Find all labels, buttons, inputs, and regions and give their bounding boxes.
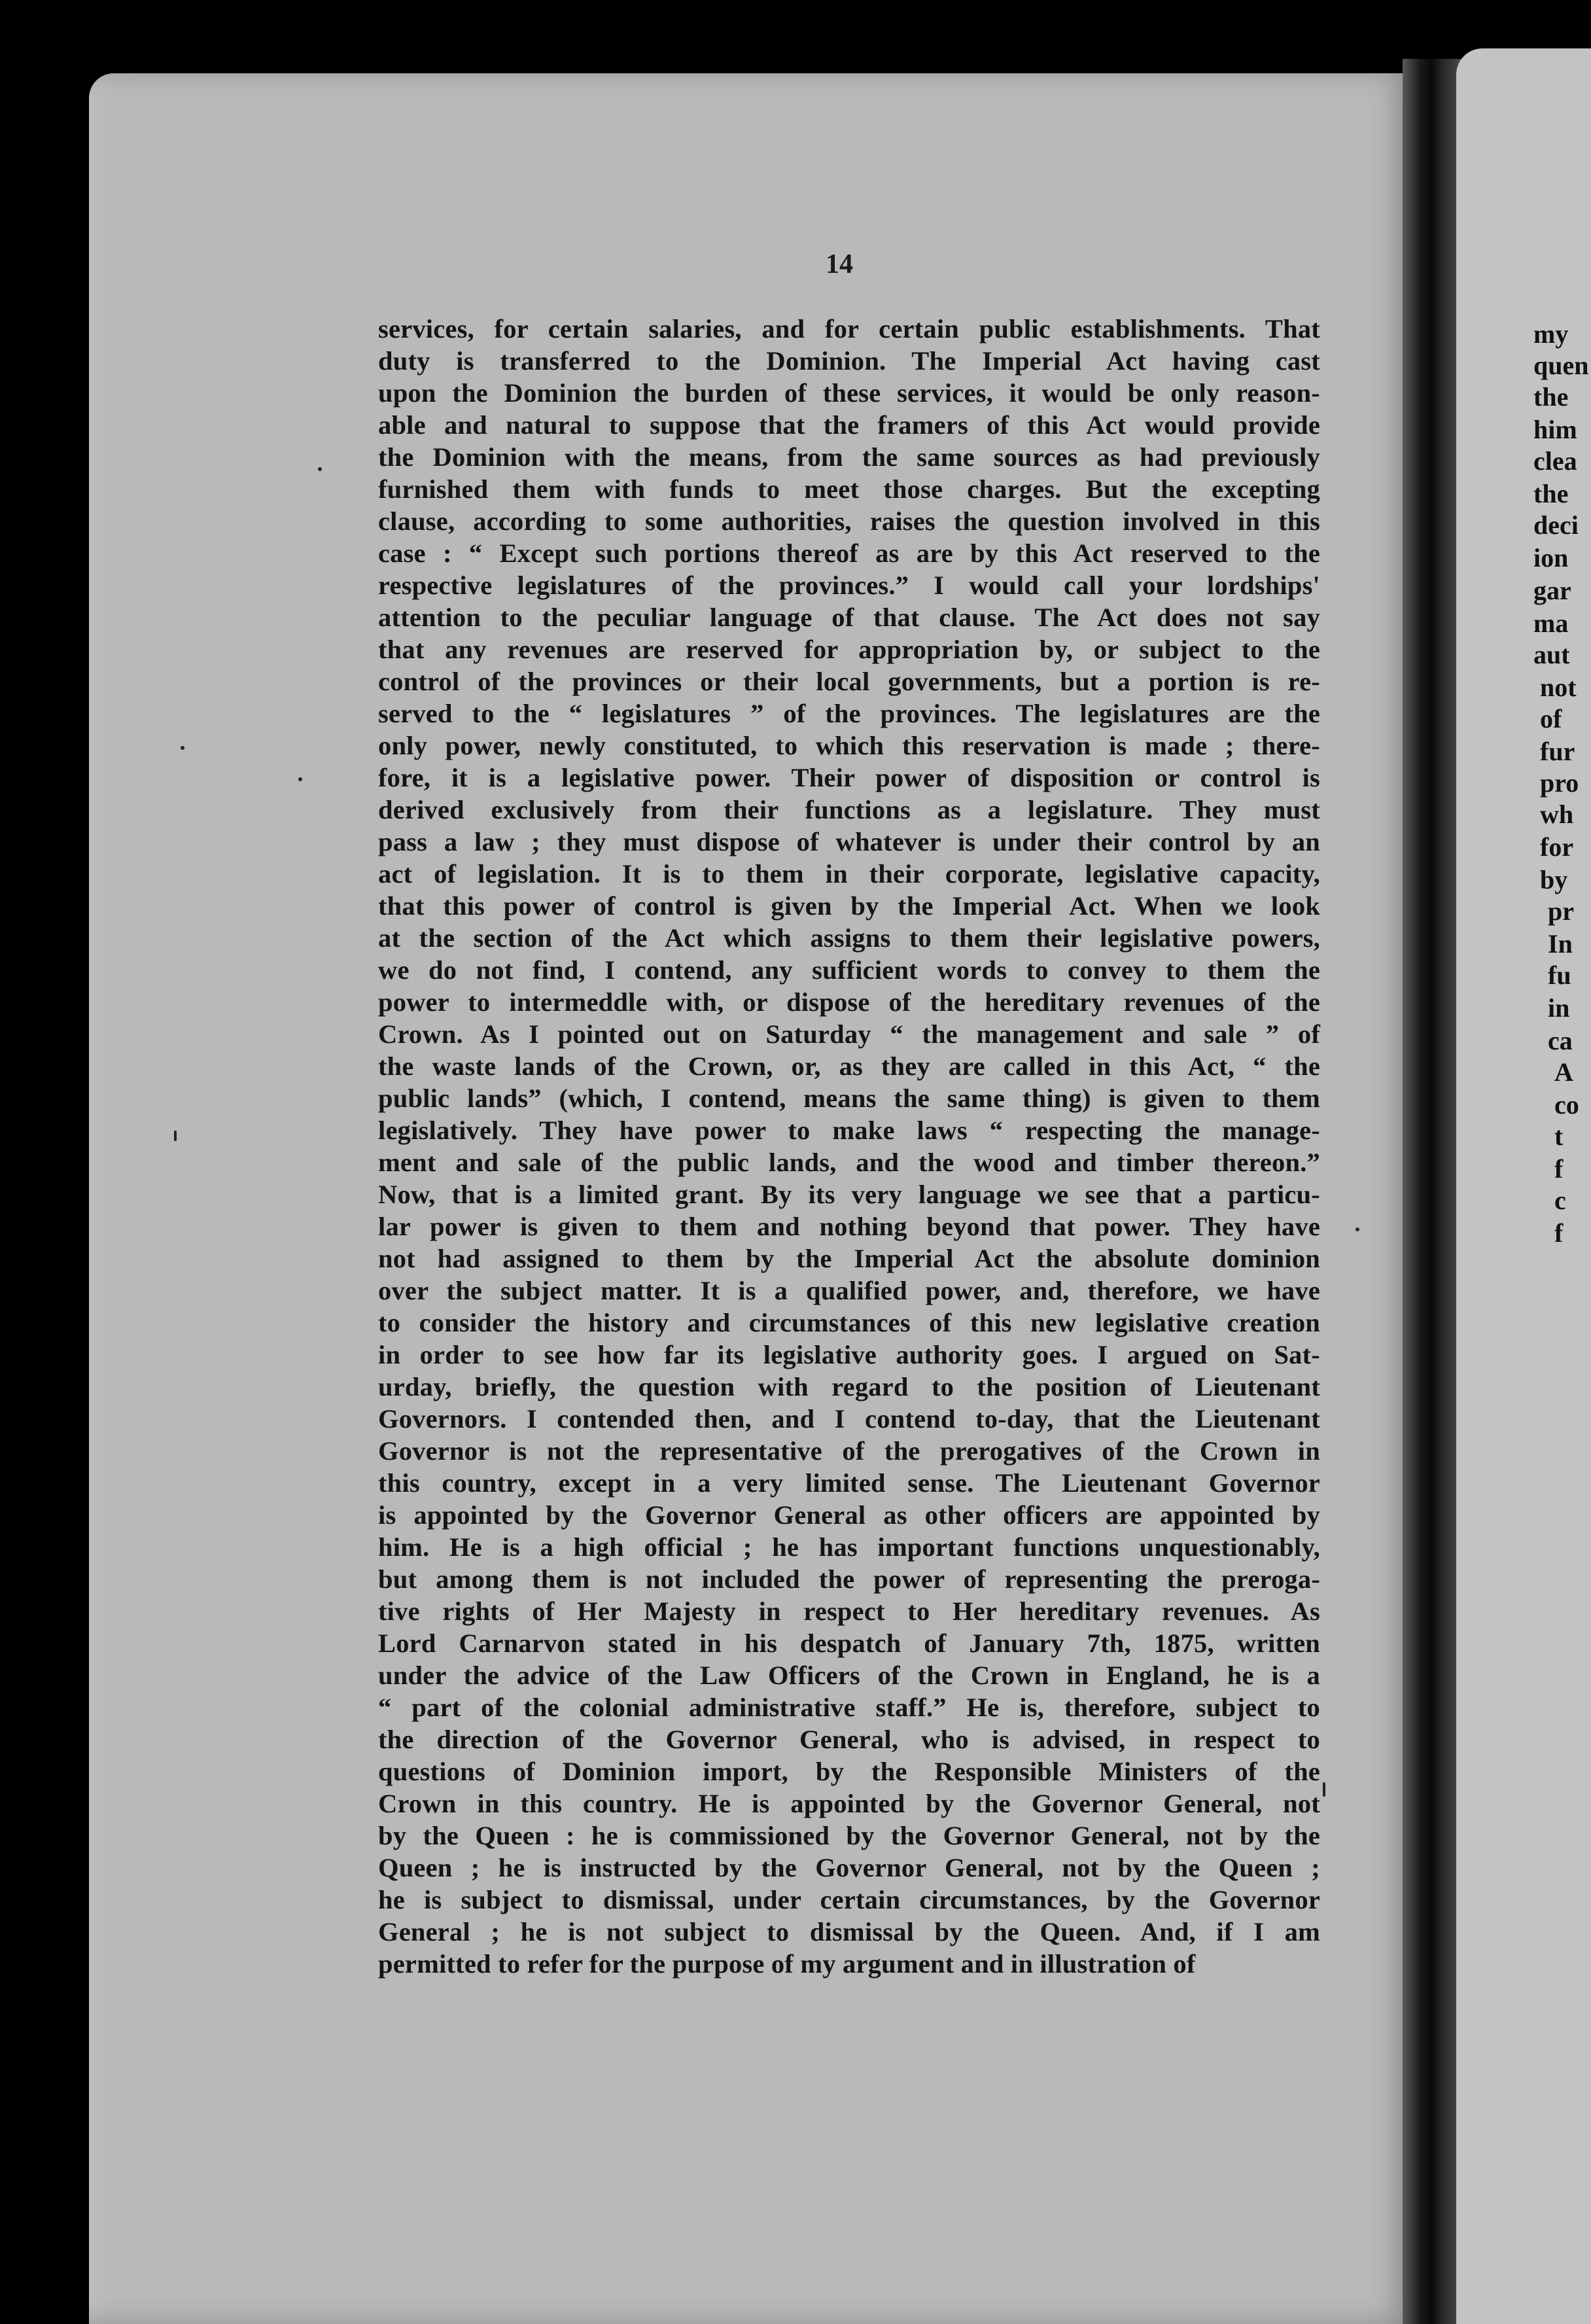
text-line: in order to see how far its legislative authority goes. I argued on Sat- xyxy=(378,1340,1320,1369)
text-line: under the advice of the Law Officers of the Crown in England, he is a xyxy=(378,1661,1320,1690)
text-line: the direction of the Governor General, who is advised, in respect to xyxy=(378,1725,1320,1754)
text-line: upon the Dominion the burden of these services, it would be only reason- xyxy=(378,378,1320,408)
text-line: over the subject matter. It is a qualified power, and, therefore, we have xyxy=(378,1276,1320,1305)
facing-page-fragment: c xyxy=(1554,1186,1566,1215)
text-line: power to intermeddle with, or dispose of the hereditary revenues of the xyxy=(378,987,1320,1017)
text-line: is appointed by the Governor General as other officers are appointed by xyxy=(378,1500,1320,1530)
scan-speck xyxy=(181,746,184,750)
facing-page-fragment: ma xyxy=(1533,608,1569,638)
text-line: respective legislatures of the provinces.” I would call your lordships' xyxy=(378,571,1320,600)
facing-page-fragment: ion xyxy=(1533,543,1569,572)
facing-page-fragment: co xyxy=(1554,1090,1579,1119)
text-line: urday, briefly, the question with regard to the position of Lieutenant xyxy=(378,1372,1320,1401)
text-line: Crown. As I pointed out on Saturday “ the management and sale ” of xyxy=(378,1019,1320,1049)
facing-page-fragment: A xyxy=(1554,1057,1573,1087)
text-line: he is subject to dismissal, under certain circumstances, by the Governor xyxy=(378,1885,1320,1914)
text-line: the Dominion with the means, from the same sources as had previously xyxy=(378,442,1320,472)
text-line: Governor is not the representative of the prerogatives of the Crown in xyxy=(378,1436,1320,1466)
text-line: pass a law ; they must dispose of whatever is under their control by an xyxy=(378,827,1320,856)
text-line: tive rights of Her Majesty in respect to Her hereditary revenues. As xyxy=(378,1596,1320,1626)
scan-speck xyxy=(174,1131,177,1141)
facing-page-fragment: quen xyxy=(1533,351,1589,380)
text-line: duty is transferred to the Dominion. The Imperial Act having cast xyxy=(378,346,1320,376)
text-line: General ; he is not subject to dismissal by the Queen. And, if I am xyxy=(378,1917,1320,1946)
text-line: ment and sale of the public lands, and the wood and timber thereon.” xyxy=(378,1148,1320,1177)
page-number: 14 xyxy=(826,249,853,279)
text-line: to consider the history and circumstances of this new legislative creation xyxy=(378,1308,1320,1337)
facing-page-fragment: not xyxy=(1540,673,1577,702)
text-line: Governors. I contended then, and I contend to-day, that the Lieutenant xyxy=(378,1404,1320,1434)
facing-page-fragment: fur xyxy=(1540,737,1575,766)
text-line: questions of Dominion import, by the Responsible Ministers of the xyxy=(378,1757,1320,1786)
facing-page-fragment: deci xyxy=(1533,510,1579,540)
facing-page-fragment: f xyxy=(1554,1154,1564,1184)
text-line: by the Queen : he is commissioned by the Governor General, not by the xyxy=(378,1821,1320,1850)
text-line: Lord Carnarvon stated in his despatch of January 7th, 1875, written xyxy=(378,1629,1320,1658)
text-line: case : “ Except such portions thereof as are by this Act reserved to the xyxy=(378,538,1320,568)
facing-page-fragment: fu xyxy=(1548,960,1571,990)
text-line: act of legislation. It is to them in their corporate, legislative capacity, xyxy=(378,859,1320,889)
facing-page-fragment: gar xyxy=(1533,576,1571,605)
text-line: Crown in this country. He is appointed by the Governor General, not xyxy=(378,1789,1320,1818)
text-line: “ part of the colonial administrative staff.” He is, therefore, subject to xyxy=(378,1693,1320,1722)
facing-page xyxy=(1456,48,1591,2324)
facing-page-fragment: aut xyxy=(1533,640,1570,669)
text-line: clause, according to some authorities, raises the question involved in this xyxy=(378,506,1320,536)
facing-page-fragment: clea xyxy=(1533,446,1577,476)
text-line: that any revenues are reserved for appropriation by, or subject to the xyxy=(378,635,1320,664)
text-line: but among them is not included the power of representing the preroga- xyxy=(378,1564,1320,1594)
text-line: lar power is given to them and nothing beyond that power. They have xyxy=(378,1212,1320,1241)
text-line: fore, it is a legislative power. Their power of disposition or control is xyxy=(378,763,1320,792)
facing-page-fragment: my xyxy=(1533,319,1569,349)
facing-page-fragment: pr xyxy=(1548,896,1574,926)
text-line: permitted to refer for the purpose of my argument and in illustration of xyxy=(378,1949,1196,1979)
text-line: furnished them with funds to meet those charges. But the excepting xyxy=(378,474,1320,504)
text-line: Now, that is a limited grant. By its very language we see that a particu- xyxy=(378,1180,1320,1209)
text-line: legislatively. They have power to make laws “ respecting the manage- xyxy=(378,1116,1320,1145)
text-line: only power, newly constituted, to which this reservation is made ; there- xyxy=(378,731,1320,760)
facing-page-fragment: t xyxy=(1554,1121,1564,1151)
scan-speck xyxy=(1323,1782,1325,1797)
text-line: served to the “ legislatures ” of the provinces. The legislatures are the xyxy=(378,699,1320,728)
facing-page-fragment: by xyxy=(1540,865,1568,894)
text-line: him. He is a high official ; he has important functions unquestionably, xyxy=(378,1532,1320,1562)
facing-page-fragment: the xyxy=(1533,382,1569,412)
text-line: not had assigned to them by the Imperial Act the absolute dominion xyxy=(378,1244,1320,1273)
text-line: we do not find, I contend, any sufficient words to convey to them the xyxy=(378,955,1320,985)
text-line: services, for certain salaries, and for certain public establishments. That xyxy=(378,314,1320,343)
facing-page-fragment: In xyxy=(1548,929,1573,959)
text-line: attention to the peculiar language of that clause. The Act does not say xyxy=(378,603,1320,632)
text-line: public lands” (which, I contend, means the same thing) is given to them xyxy=(378,1083,1320,1113)
text-line: this country, except in a very limited sense. The Lieutenant Governor xyxy=(378,1468,1320,1498)
facing-page-fragment: for xyxy=(1540,832,1574,862)
text-line: that this power of control is given by the Imperial Act. When we look xyxy=(378,891,1320,921)
page-body-text xyxy=(378,313,1320,1980)
text-line: able and natural to suppose that the framers of this Act would provide xyxy=(378,410,1320,440)
facing-page-fragment: the xyxy=(1533,479,1569,508)
text-line: at the section of the Act which assigns to them their legislative powers, xyxy=(378,923,1320,953)
text-line: Queen ; he is instructed by the Governor General, not by the Queen ; xyxy=(378,1853,1320,1882)
scan-speck xyxy=(1355,1227,1359,1231)
book-gutter xyxy=(1403,59,1461,2324)
scan-speck xyxy=(298,777,302,781)
text-line: the waste lands of the Crown, or, as they are called in this Act, “ the xyxy=(378,1051,1320,1081)
facing-page-fragment: ca xyxy=(1548,1026,1573,1055)
scan-speck xyxy=(318,467,322,471)
facing-page-fragment: of xyxy=(1540,704,1562,733)
text-line: derived exclusively from their functions as a legislature. They must xyxy=(378,795,1320,824)
facing-page-fragment: wh xyxy=(1540,800,1574,829)
facing-page-fragment: pro xyxy=(1540,768,1579,798)
text-line: control of the provinces or their local governments, but a portion is re- xyxy=(378,667,1320,696)
facing-page-fragment: f xyxy=(1554,1218,1564,1248)
facing-page-fragment: in xyxy=(1548,993,1570,1023)
facing-page-fragment: him xyxy=(1533,415,1577,444)
